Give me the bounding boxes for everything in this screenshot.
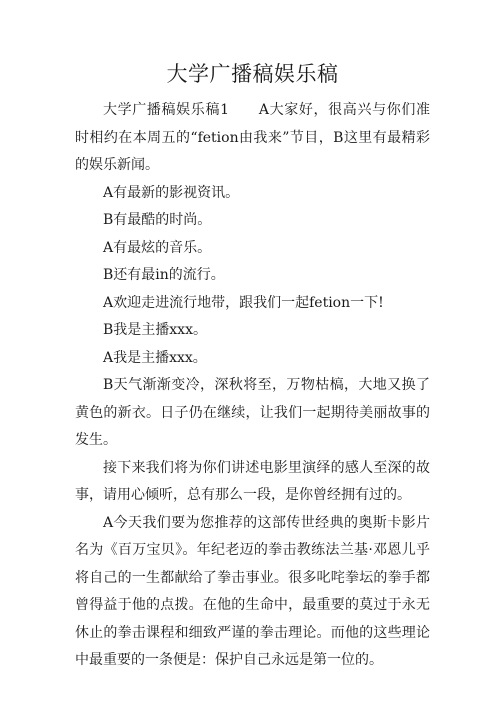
paragraph-autumn: B天气渐渐变冷，深秋将至，万物枯槁，大地又换了黄色的新衣。日子仍在继续，让我们一起期待美丽故事的发生。 xyxy=(75,377,430,448)
paragraph-story-intro: 接下来我们将为你们讲述电影里演绎的感人至深的故事，请用心倾听，总有那么一段，是你曾经拥有过的。 xyxy=(75,459,430,503)
document-body xyxy=(75,97,430,675)
paragraph-line: A欢迎走进流行地带，跟我们一起fetion一下! xyxy=(103,294,384,311)
paragraph-line: B有最酷的时尚。 xyxy=(103,212,212,228)
paragraph-intro: 大学广播稿娱乐稿1 A大家好，很高兴与你们准时相约在本周五的“fetion由我来”节目，B这里有最精彩的娱乐新闻。 xyxy=(75,102,430,173)
paragraph-line: A有最炫的音乐。 xyxy=(103,239,212,256)
paragraph-line: B我是主播xxx。 xyxy=(103,322,207,338)
document-title: 大学广播稿娱乐稿 xyxy=(166,62,339,86)
paragraph-line: B还有最in的流行。 xyxy=(103,267,225,283)
paragraph-line: A有最新的影视资讯。 xyxy=(103,184,240,201)
paragraph-film: A今天我们要为您推荐的这部传世经典的奥斯卡影片名为《百万宝贝》。年纪老迈的拳击教练法兰基·邓恩儿乎将自己的一生都献给了拳击事业。很多叱咤拳坛的拳手都曾得益于他的点拨。在他的生命中，最重要的莫过于永无休止的拳击课程和细致严谨的拳击理论。而他的这些理论中最重要的一条便是：保护自己永远是第一位的。 xyxy=(75,514,430,668)
paragraph-line: A我是主播xxx。 xyxy=(103,349,207,366)
